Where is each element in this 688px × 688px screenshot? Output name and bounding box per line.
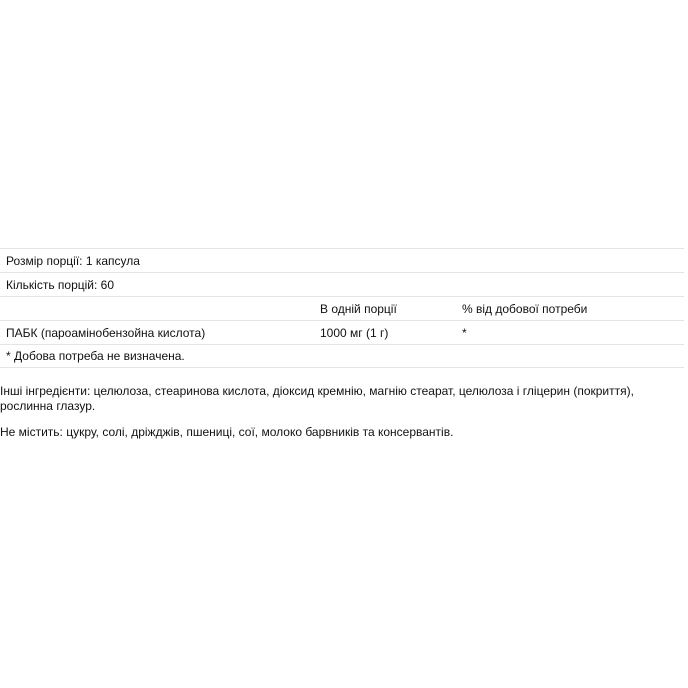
servings-count-text: Кількість порцій: 60 xyxy=(6,277,115,292)
does-not-contain-text: Не містить: цукру, солі, дріжджів, пшениці, сої, молоко барвників та консервантів. xyxy=(0,425,454,439)
footnote-text: * Добова потреба не визначена. xyxy=(6,349,185,363)
supplement-facts-table xyxy=(0,248,684,368)
other-ingredients-text: Інші інгредієнти: целюлоза, стеаринова кислота, діоксид кремнію, магнію стеарат, целюлоза і гліцерин (покриття), рослинна глазур. xyxy=(0,384,634,413)
ingredient-name: ПАБК (пароамінобензойна кислота) xyxy=(6,325,206,340)
header-per-serving: В одній порції xyxy=(320,301,397,316)
serving-size-row xyxy=(0,248,684,272)
servings-count-row xyxy=(0,272,684,296)
ingredient-daily-value: * xyxy=(462,325,467,340)
ingredient-amount: 1000 мг (1 г) xyxy=(320,325,389,340)
product-notes xyxy=(0,384,684,451)
serving-size-text: Розмір порції: 1 капсула xyxy=(6,253,140,268)
table-row xyxy=(0,320,684,344)
table-header-row xyxy=(0,296,684,320)
header-daily-value: % від добової потреби xyxy=(462,301,588,316)
footnote-row xyxy=(0,344,684,368)
